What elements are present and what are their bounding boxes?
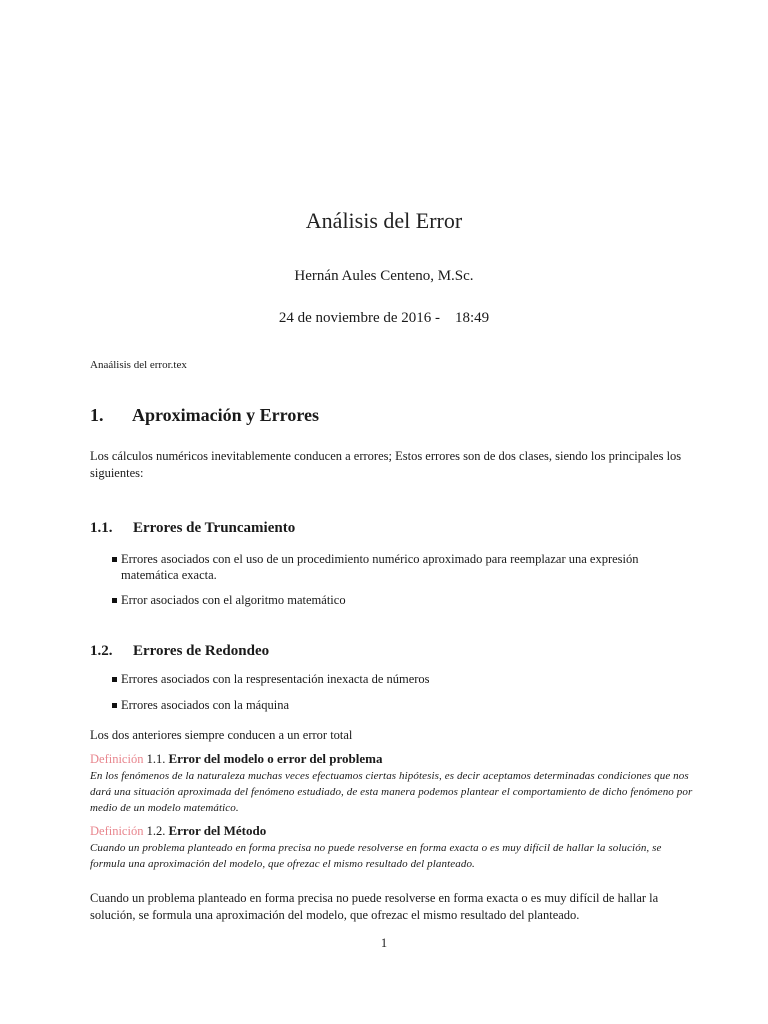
bullet-icon [112,557,117,562]
list-item-text: Errores asociados con la máquina [121,698,289,712]
subsection-title: Errores de Truncamiento [133,520,296,536]
closing-paragraph: Cuando un problema planteado en forma precisa no puede resolverse en forma exacta o es muy difícil de hallar la solución, se formula una aproximación del modelo, que ofrezac el mismo resultado del planteado. [90,891,659,922]
subsection-number: 1.2. [90,643,113,659]
definition-number: 1.2. [146,824,166,838]
section-heading [90,402,696,428]
list-item [90,697,696,713]
source-filename: Anaálisis del error.tex [90,359,187,371]
definition-block [90,750,696,816]
page-number: 1 [380,936,388,950]
subsection-number: 1.1. [90,520,113,536]
definition-label: Definición [90,824,144,838]
definition-heading [90,822,696,840]
section-number: 1. [90,405,104,425]
definition-body: Cuando un problema planteado en forma precisa no puede resolverse en forma exacta o es muy difícil de hallar la solución, se formula una aproximación del modelo, que ofrezac el mismo resultado del planteado. [90,842,662,870]
definition-block [90,822,696,872]
list-item-text: Errores asociados con la respresentación inexacta de números [121,672,430,686]
definition-title: Error del Método [168,823,267,838]
document-title: Análisis del Error [305,208,463,233]
section-title: Aproximación y Errores [132,405,319,425]
document-date: 24 de noviembre de 2016 - 18:49 [278,310,490,326]
definition-body: En los fenómenos de la naturaleza muchas veces efectuamos ciertas hipótesis, es decir aceptamos determinadas condiciones que nos dará una situación aproximada del fenómeno estudiado, de esta manera podemos plantear el comportamiento de dicho fenómeno por medio de un modelo matemático. [90,770,693,814]
list-item [90,551,696,583]
definition-title: Error del modelo o error del problema [168,751,383,766]
rounding-list [90,671,696,713]
list-item [90,671,696,687]
subsection-heading-rounding [90,641,696,661]
truncation-list [90,551,696,608]
document-body [90,402,696,924]
bullet-icon [112,677,117,682]
subsection-heading-truncation [90,518,696,538]
summary-text: Los dos anteriores siempre conducen a un error total [90,728,353,742]
definition-label: Definición [90,752,144,766]
section-intro: Los cálculos numéricos inevitablemente conducen a errores; Estos errores son de dos clases, siendo los principales los siguientes: [90,449,682,480]
bullet-icon [112,598,117,603]
list-item [90,592,696,608]
list-item-text: Error asociados con el algoritmo matemático [121,593,346,607]
list-item-text: Errores asociados con el uso de un procedimiento numérico aproximado para reemplazar una expresión matemática exacta. [121,552,639,582]
subsection-title: Errores de Redondeo [133,643,270,659]
definition-number: 1.1. [146,752,166,766]
definition-heading [90,750,696,768]
bullet-icon [112,703,117,708]
document-author: Hernán Aules Centeno, M.Sc. [294,268,474,284]
